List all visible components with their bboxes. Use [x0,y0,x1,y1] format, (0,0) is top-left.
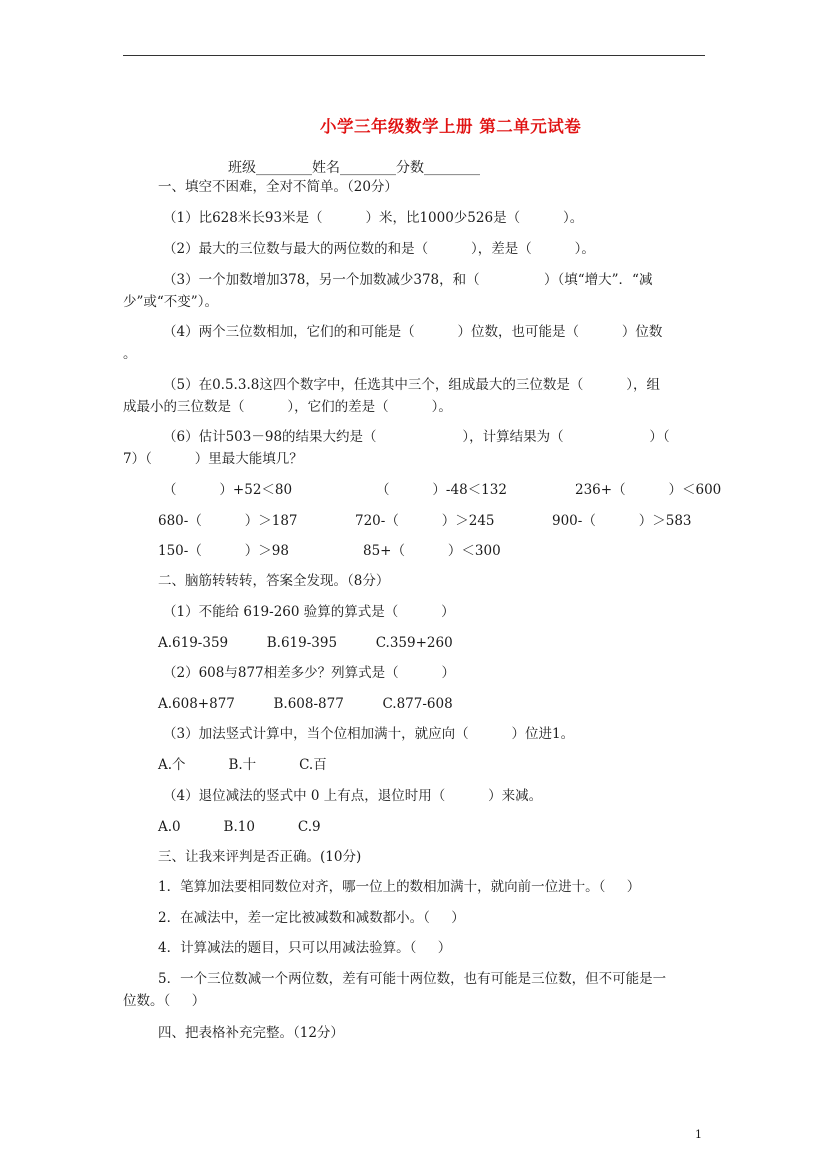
question-1-1: （1）比628米长93米是（ ）米，比1000少526是（ ）。 [163,210,584,226]
fill-item: 85+（ ）＜300 [363,543,501,559]
page-number: 1 [695,1128,702,1141]
question-2-4-options: A.0 B.10 C.9 [158,819,321,835]
question-2-4: （4）退位减法的竖式中 0 上有点，退位时用（ ）来减。 [163,788,543,804]
question-1-3-line1: （3）一个加数增加378，另一个加数减少378，和（ ）（填“增大”．“减 [163,272,653,288]
question-1-6-line1: （6）估计503－98的结果大约是（ ），计算结果为（ ）（ [163,429,670,445]
fill-item: 900-（ ）＞583 [552,513,692,529]
fill-item: （ ）+52＜80 [163,482,293,498]
question-2-2: （2）608与877相差多少？列算式是（ ） [163,665,456,681]
fill-item: 236+（ ）＜600 [575,482,722,498]
fill-item: 150-（ ）＞98 [158,543,289,559]
question-2-2-options: A.608+877 B.608-877 C.877-608 [158,696,453,712]
page-title: 小学三年级数学上册 第二单元试卷 [320,117,582,136]
section-2-heading: 二、脑筋转转转，答案全发现。（8分） [158,573,390,589]
section-1-heading: 一、填空不困难，全对不简单。（20分） [158,179,398,195]
question-1-5-line1: （5）在0.5.3.8这四个数字中，任选其中三个，组成最大的三位数是（ ），组 [163,377,660,393]
question-2-1-options: A.619-359 B.619-395 C.359+260 [158,635,453,651]
question-2-3-options: A.个 B.十 C.百 [158,757,327,773]
question-3-5-line1: 5．一个三位数减一个两位数，差有可能十两位数，也有可能是三位数，但不可能是一 [158,971,667,987]
question-2-1: （1）不能给 619-260 验算的算式是（ ） [163,604,455,620]
question-1-2: （2）最大的三位数与最大的两位数的和是（ ），差是（ ）。 [163,241,595,257]
student-info-line: 班级________姓名________分数________ [228,160,480,176]
question-3-5-line2: 位数。（ ） [123,993,206,1009]
header-rule [123,55,705,56]
fill-item: 720-（ ）＞245 [355,513,495,529]
fill-item: 680-（ ）＞187 [158,513,298,529]
question-1-5-line2: 成最小的三位数是（ ），它们的差是（ ）。 [123,399,452,415]
question-3-2: 2．在减法中，差一定比被减数和减数都小。（ ） [158,910,465,926]
question-3-1: 1．笔算加法要相同数位对齐，哪一位上的数相加满十，就向前一位进十。（ ） [158,879,641,895]
fill-item: （ ）-48＜132 [376,482,507,498]
question-2-3: （3）加法竖式计算中，当个位相加满十，就应向（ ）位进1。 [163,726,575,742]
section-3-heading: 三、让我来评判是否正确。(10分) [158,849,362,865]
question-1-4-line2: 。 [123,346,137,362]
question-3-4: 4．计算减法的题目，只可以用减法验算。（ ） [158,940,452,956]
question-1-3-line2: 少”或“不变”）。 [123,294,218,310]
question-1-4-line1: （4）两个三位数相加，它们的和可能是（ ）位数，也可能是（ ）位数 [163,324,663,340]
question-1-6-line2: 7）（ ）里最大能填几？ [123,451,303,467]
section-4-heading: 四、把表格补充完整。（12分） [158,1025,344,1041]
